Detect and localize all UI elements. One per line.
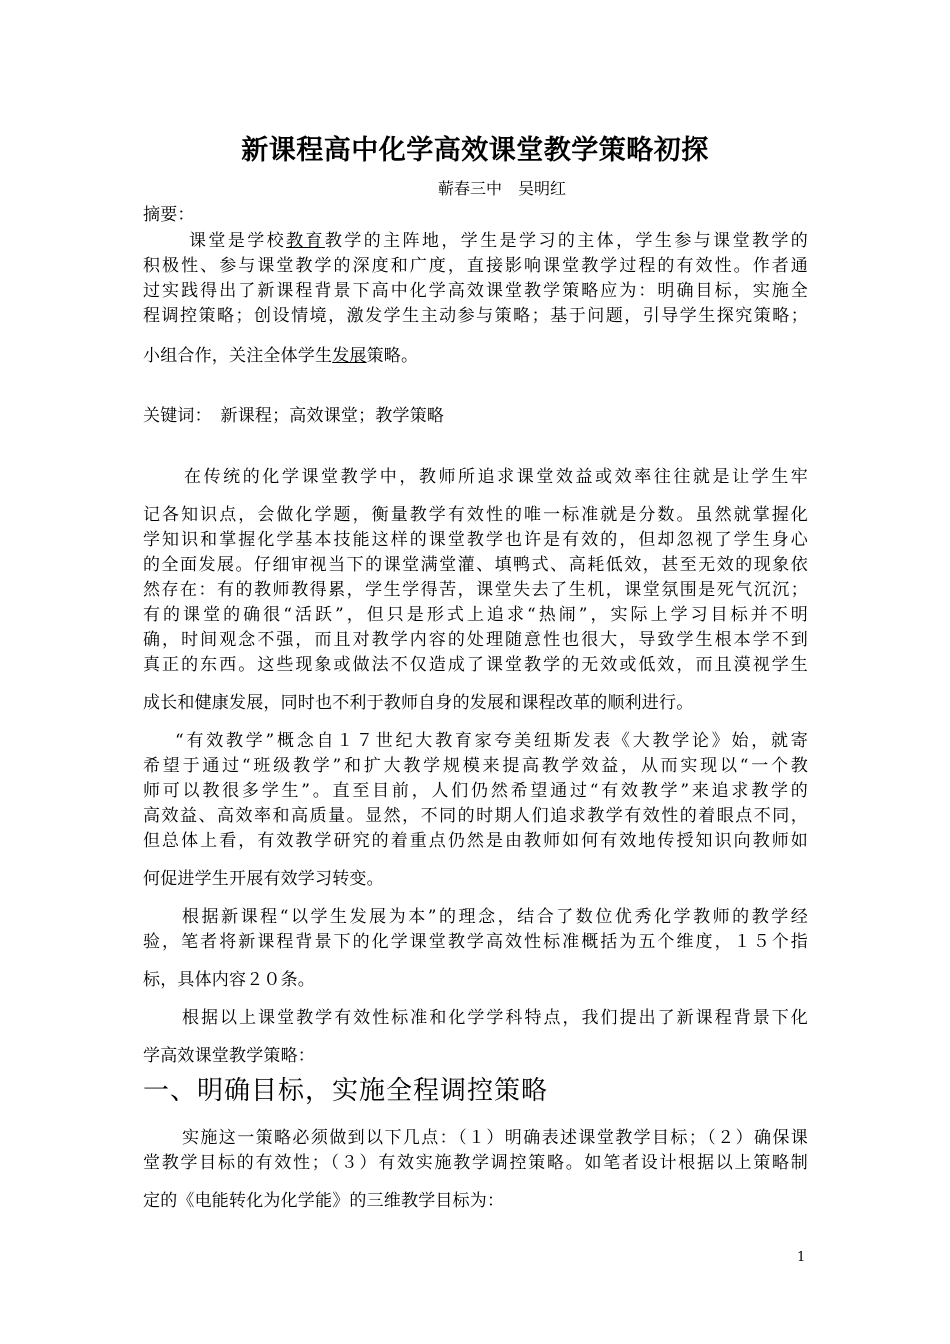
author-line: 蕲春三中 吴明红 [438, 179, 567, 198]
paragraph-line: 定的《电能转化为化学能》的三维教学目标为： [143, 1191, 505, 1211]
paragraph-line: 记各知识点，会做化学题，衡量教学有效性的唯一标准就是分数。虽然就掌握化 [143, 505, 808, 525]
development-link[interactable]: 发展 [332, 346, 367, 366]
paragraph-line: 学知识和掌握化学基本技能这样的课堂教学也许是有效的，但却忽视了学生身心 [143, 530, 808, 550]
paragraph-line: 希望于通过“班级教学”和扩大教学规模来提高教学效益，从而实现以“一个教 [143, 756, 808, 776]
paragraph-line: 成长和健康发展，同时也不利于教师自身的发展和课程改革的顺利进行。 [143, 693, 694, 713]
paragraph-line: 在传统的化学课堂教学中，教师所追求课堂效益或效率往往就是让学生牢 [184, 467, 808, 487]
section-heading: 一、明确目标，实施全程调控策略 [143, 1076, 549, 1106]
abstract-label: 摘要： [143, 205, 195, 225]
abstract-line: 程调控策略；创设情境，激发学生主动参与策略；基于问题，引导学生探究策略； [143, 306, 808, 326]
paragraph-line: 根据新课程“以学生发展为本”的理念，结合了数位优秀化学教师的教学经 [182, 907, 808, 927]
paragraph-line: 何促进学生开展有效学习转变。 [143, 869, 384, 889]
paragraph-line: 根据以上课堂教学有效性标准和化学学科特点，我们提出了新课程背景下化 [182, 1008, 808, 1028]
document-title: 新课程高中化学高效课堂教学策略初探 [241, 135, 709, 166]
abstract-line: 课堂是学校教育教学的主阵地，学生是学习的主体，学生参与课堂教学的 [189, 231, 809, 251]
paragraph-line: “有效教学”概念自１７世纪大教育家夸美纽斯发表《大教学论》始，就寄 [175, 731, 808, 751]
keywords-line: 关键词： 新课程；高效课堂；教学策略 [143, 406, 445, 426]
paragraph-line: 有的课堂的确很“活跃”，但只是形式上追求“热闹”，实际上学习目标并不明 [143, 605, 808, 625]
paragraph-line: 标，具体内容２０条。 [143, 970, 315, 990]
paragraph-line: 的全面发展。仔细审视当下的课堂满堂灌、填鸭式、高耗低效，甚至无效的现象依 [143, 555, 808, 575]
paragraph-line: 但总体上看，有效教学研究的着重点仍然是由教师如何有效地传授知识向教师如 [143, 831, 808, 851]
paragraph-line: 确，时间观念不强，而且对教学内容的处理随意性也很大，导致学生根本学不到 [143, 630, 808, 650]
paragraph-line: 实施这一策略必须做到以下几点：（１）明确表述课堂教学目标；（２）确保课 [182, 1128, 808, 1148]
paragraph-line: 高效益、高效率和高质量。显然，不同的时期人们追求教学有效性的着眼点不同， [143, 806, 808, 826]
paragraph-line: 学高效课堂教学策略： [143, 1046, 315, 1066]
paragraph-line: 然存在：有的教师教得累，学生学得苦，课堂失去了生机，课堂氛围是死气沉沉； [143, 580, 808, 600]
abstract-line: 小组合作，关注全体学生发展策略。 [143, 346, 419, 366]
abstract-line: 积极性、参与课堂教学的深度和广度，直接影响课堂教学过程的有效性。作者通 [143, 256, 808, 276]
paragraph-line: 堂教学目标的有效性；（３）有效实施教学调控策略。如笔者设计根据以上策略制 [143, 1153, 808, 1173]
education-link[interactable]: 教育 [286, 231, 325, 251]
paragraph-line: 真正的东西。这些现象或做法不仅造成了课堂教学的无效或低效，而且漠视学生 [143, 655, 808, 675]
paragraph-line: 验，笔者将新课程背景下的化学课堂教学高效性标准概括为五个维度，１５个指 [143, 932, 808, 952]
abstract-line: 过实践得出了新课程背景下高中化学高效课堂教学策略应为：明确目标，实施全 [143, 281, 808, 301]
page-number: 1 [797, 1250, 806, 1265]
paragraph-line: 师可以教很多学生”。直至目前，人们仍然希望通过“有效教学”来追求教学的 [143, 781, 808, 801]
